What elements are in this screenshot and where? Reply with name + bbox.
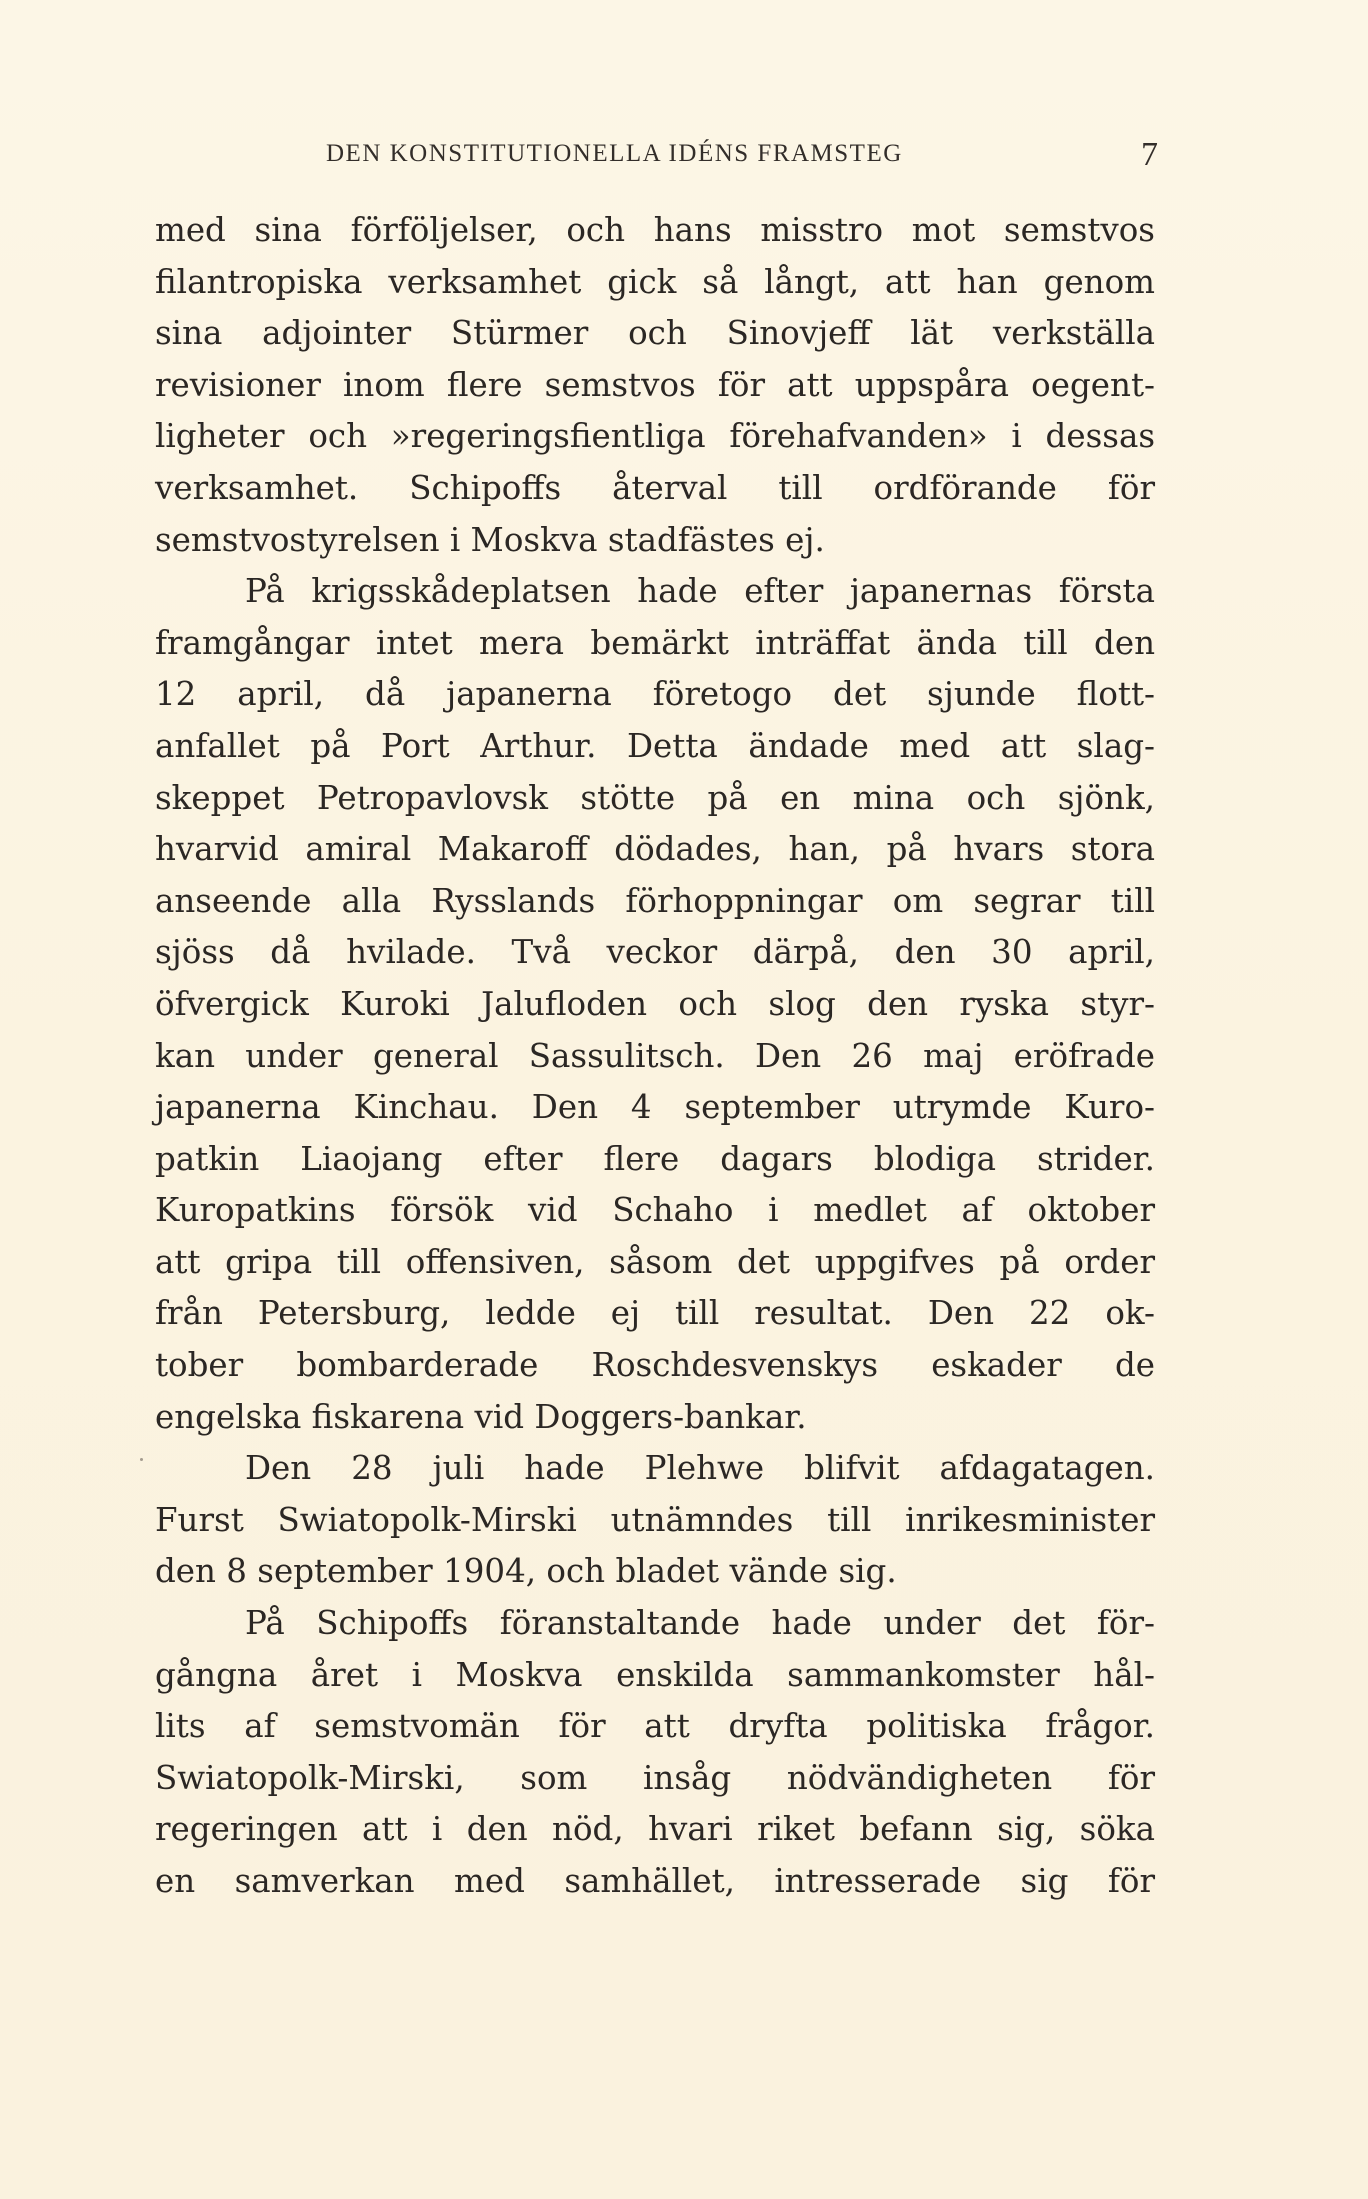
text-line: hvarvid amiral Makaroff dödades, han, på hvars stora	[155, 830, 1155, 869]
text-line: regeringen att i den nöd, hvari riket befann sig, söka	[155, 1810, 1155, 1849]
text-line: gångna året i Moskva enskilda sammankomster hål-	[155, 1655, 1155, 1694]
paragraph-first-line: På Schipoffs föranstaltande hade under det för-	[245, 1604, 1155, 1643]
text-line: sina adjointer Stürmer och Sinovjeff lät verkställa	[155, 314, 1155, 353]
text-line: lits af semstvomän för att dryfta politiska frågor.	[155, 1707, 1155, 1746]
paragraph-first-line: Den 28 juli hade Plehwe blifvit afdagatagen.	[245, 1449, 1155, 1488]
text-line: med sina förföljelser, och hans misstro mot semstvos	[155, 211, 1155, 249]
text-line: skeppet Petropavlovsk stötte på en mina och sjönk,	[155, 778, 1155, 817]
ink-speck	[140, 1458, 143, 1461]
running-title: DEN KONSTITUTIONELLA IDÉNS FRAMSTEG	[326, 140, 903, 167]
text-line: att gripa till offensiven, såsom det uppgifves på order	[155, 1242, 1155, 1281]
paragraph-first-line: På krigsskådeplatsen hade efter japanernas första	[245, 572, 1155, 611]
text-line: anfallet på Port Arthur. Detta ändade med att slag-	[155, 726, 1155, 765]
body-text	[155, 205, 1155, 1908]
text-line: kan under general Sassulitsch. Den 26 maj eröfrade	[155, 1036, 1155, 1075]
text-line: revisioner inom flere semstvos för att uppspåra oegent-	[155, 365, 1155, 404]
text-line: Furst Swiatopolk-Mirski utnämndes till inrikesminister	[155, 1500, 1155, 1539]
text-line: öfvergick Kuroki Jalufloden och slog den ryska styr-	[155, 984, 1155, 1023]
text-line: en samverkan med samhället, intresserade sig för	[155, 1862, 1155, 1900]
text-line: Kuropatkins försök vid Schaho i medlet af oktober	[155, 1191, 1155, 1230]
text-line: sjöss då hvilade. Två veckor därpå, den 30 april,	[155, 933, 1155, 972]
text-line: verksamhet. Schipoffs återval till ordförande för	[155, 468, 1155, 507]
text-line: semstvostyrelsen i Moskva stadfästes ej.	[155, 520, 825, 559]
text-line: engelska fiskarena vid Doggers-bankar.	[155, 1397, 807, 1436]
text-line: japanerna Kinchau. Den 4 september utrymde Kuro-	[155, 1088, 1155, 1127]
text-line: framgångar intet mera bemärkt inträffat ända till den	[155, 623, 1155, 662]
text-line: den 8 september 1904, och bladet vände sig.	[155, 1552, 897, 1591]
running-head	[155, 136, 1158, 176]
text-line: ligheter och »regeringsfientliga förehafvanden» i dessas	[155, 417, 1155, 456]
text-line: från Petersburg, ledde ej till resultat. Den 22 ok-	[155, 1294, 1155, 1333]
text-line: patkin Liaojang efter flere dagars blodiga strider.	[155, 1139, 1155, 1178]
text-line: filantropiska verksamhet gick så långt, att han genom	[155, 262, 1155, 301]
page-number: 7	[1141, 136, 1158, 173]
text-line: 12 april, då japanerna företogo det sjunde flott-	[155, 675, 1155, 714]
text-line: tober bombarderade Roschdesvenskys eskader de	[155, 1346, 1155, 1385]
text-line: anseende alla Rysslands förhoppningar om segrar till	[155, 881, 1155, 920]
text-line: Swiatopolk-Mirski, som insåg nödvändigheten för	[155, 1758, 1155, 1797]
